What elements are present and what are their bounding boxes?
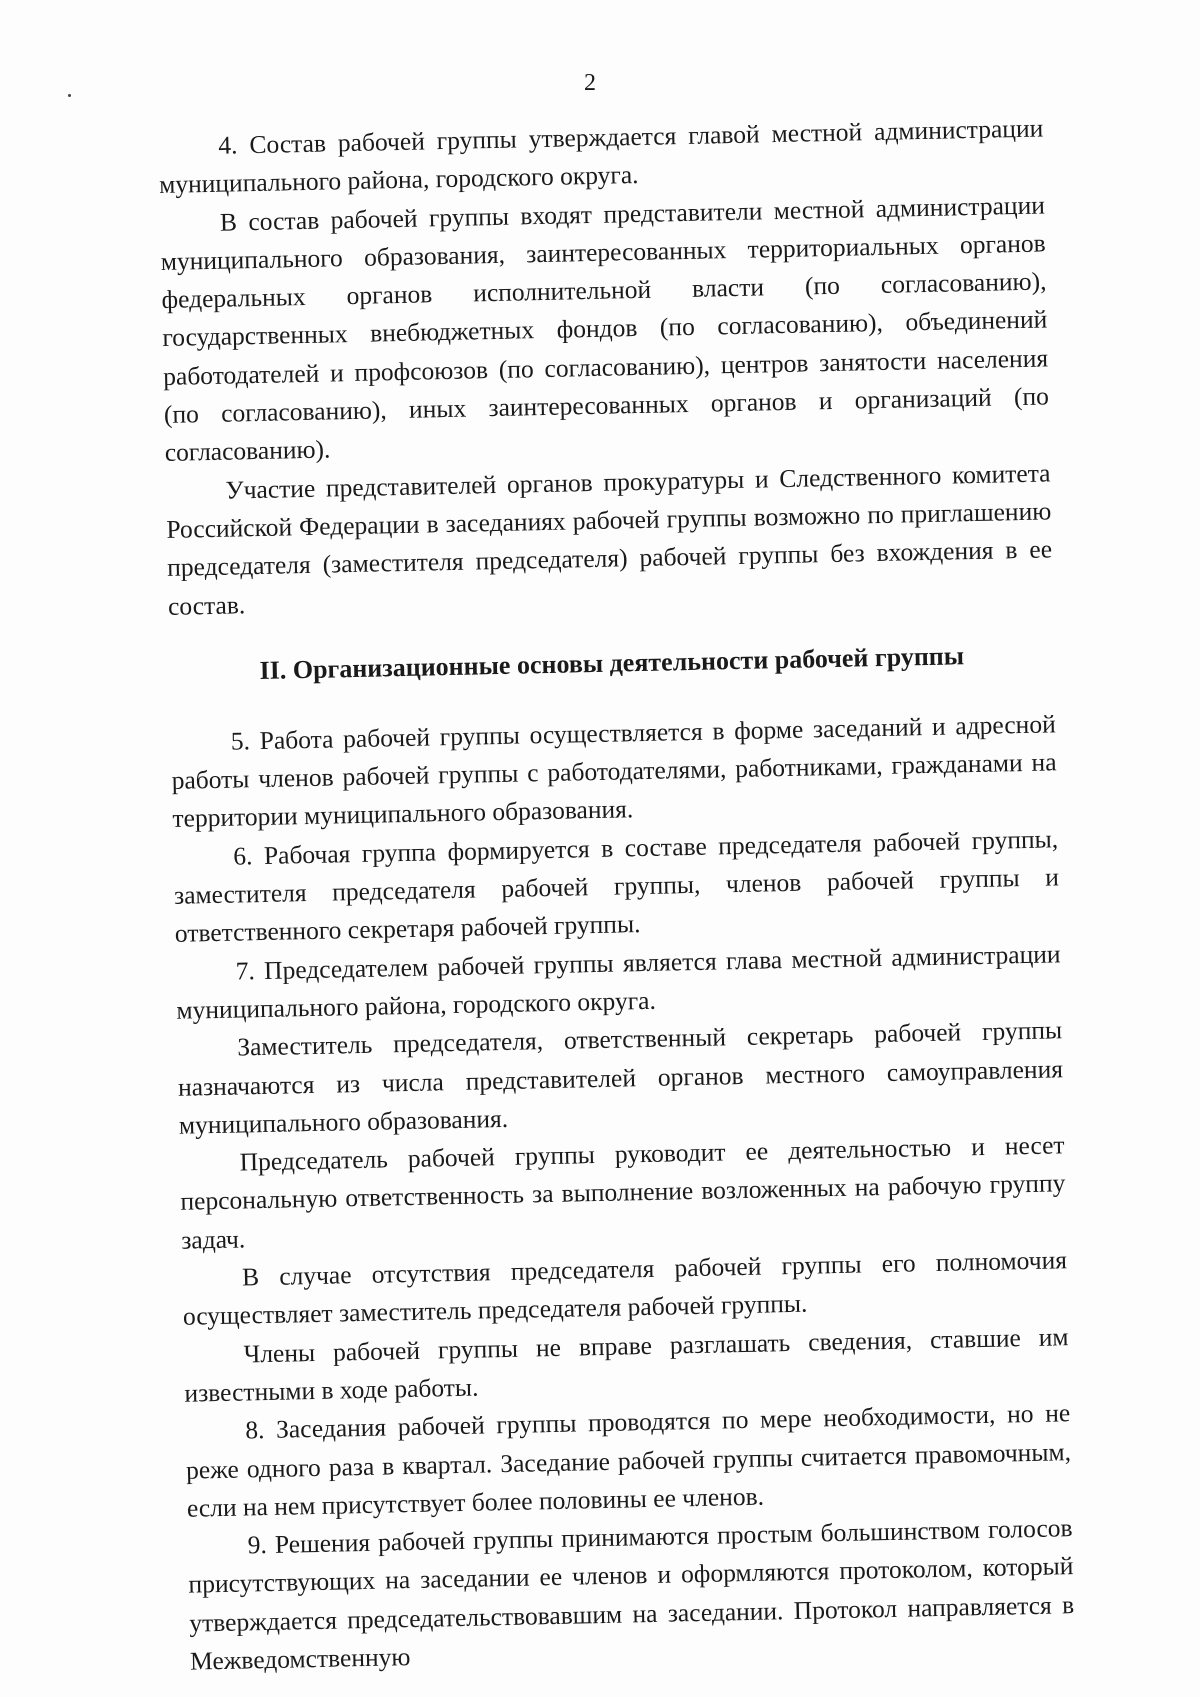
paragraph-chair-duties: Председатель рабочей группы руководит ее деятельностью и несет персональную ответственность за выполнение возложенных на рабочую группу задач. bbox=[180, 1130, 1066, 1255]
paragraph-7: 7. Председателем рабочей группы является глава местной администрации муниципального района, городского округа. bbox=[176, 938, 1061, 1025]
paragraph-confidentiality: Члены рабочей группы не вправе разглашать сведения, ставшие им известными в ходе работы. bbox=[184, 1321, 1069, 1408]
paragraph-6: 6. Рабочая группа формируется в составе председателя рабочей группы, заместителя председателя рабочей группы, членов рабочей группы и ответственного секретаря рабочей группы. bbox=[173, 824, 1060, 949]
paragraph-prosecutors: Участие представителей органов прокуратуры и Следственного комитета Российской Федерации в заседаниях рабочей группы возможно по приглашению председателя (заместителя председателя) рабочей группы без вхождения в ее состав. bbox=[166, 458, 1053, 621]
section-heading: II. Организационные основы деятельности рабочей группы bbox=[259, 641, 965, 685]
paragraph-8: 8. Заседания рабочей группы проводятся по мере необходимости, но не реже одного раза в квартал. Заседание рабочей группы считается правомочным, если на нем присутствует более половины ее членов. bbox=[185, 1398, 1072, 1523]
paragraph-4: 4. Состав рабочей группы утверждается главой местной администрации муниципального района, городского округа. bbox=[158, 113, 1044, 200]
page-number: 2 bbox=[584, 70, 596, 96]
paragraph-9: 9. Решения рабочей группы принимаются простым большинством голосов присутствующих на заседании ее членов и оформляются протоколом, который утверждается председательствовавшим на заседании. Протокол направляется в Межведомственную bbox=[188, 1513, 1075, 1676]
paragraph-deputy: Заместитель председателя, ответственный секретарь рабочей группы назначаются из числа представителей органов местного самоуправления муниципального образования. bbox=[177, 1015, 1064, 1140]
paragraph-chair-absence: В случае отсутствия председателя рабочей группы его полномочия осуществляет заместитель председателя рабочей группы. bbox=[182, 1245, 1068, 1332]
paragraph-composition: В состав рабочей группы входят представители местной администрации муниципального образования, заинтересованных территориальных органов федеральных органов исполнительной власти (по согласованию), государственных внебюджетных фондов (по согласованию), объединений работодателей и профсоюзов (по согласованию), центров занятости населения (по согласованию), иных заинтересованных органов и организаций (по согласованию). bbox=[160, 190, 1050, 468]
paragraph-5: 5. Работа рабочей группы осуществляется в форме заседаний и адресной работы членов рабочей группы с работодателями, работниками, гражданами на территории муниципального образования. bbox=[171, 709, 1057, 834]
document-body bbox=[158, 109, 1075, 1680]
